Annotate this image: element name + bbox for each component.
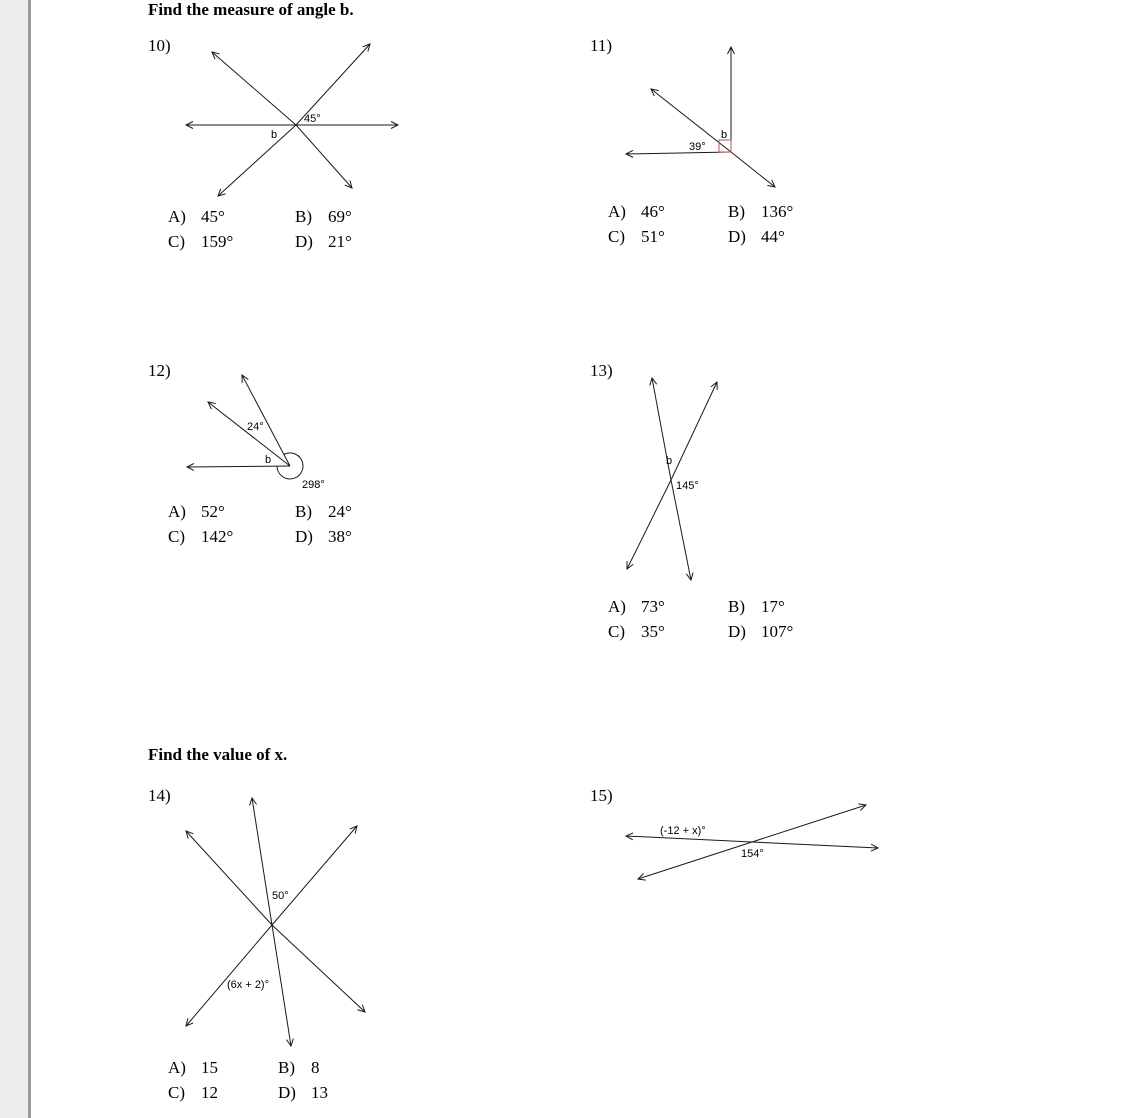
answer-option-12d [295,527,352,546]
answer-letter: D) [295,232,313,251]
angle-value-label: 50° [272,890,289,902]
angle-b-label: b [666,455,673,467]
answer-value: 35° [641,622,665,641]
diagram-rays [186,44,398,196]
answer-letter: C) [168,527,185,546]
answer-letter: D) [728,622,746,641]
answer-value: 38° [328,527,352,546]
answer-option-11d [728,227,785,246]
answer-value: 73° [641,597,665,616]
answer-letter: C) [608,622,625,641]
angle-b-label: b [265,454,272,466]
problem-14-diagram [180,795,380,1055]
diagram-rays [627,378,717,580]
answer-letter: C) [608,227,625,246]
answer-value: 136° [761,202,794,221]
viewer-margin [0,0,28,1118]
answer-value: 24° [328,502,352,521]
angle-expression-label: (6x + 2)° [227,979,269,991]
section-title-value-of-x: Find the value of x. [148,745,288,764]
answer-value: 107° [761,622,794,641]
angle-value-label: 145° [676,480,699,492]
answer-letter: D) [728,227,746,246]
answer-letter: D) [278,1083,296,1102]
answer-option-12a [168,502,225,521]
problem-12-diagram [180,368,350,503]
answer-option-14b [278,1058,320,1077]
answer-letter: D) [295,527,313,546]
diagram-rays [186,798,365,1046]
answer-value: 15 [201,1058,218,1077]
answer-letter: B) [295,502,312,521]
answer-letter: B) [278,1058,295,1077]
answer-letter: C) [168,232,185,251]
problem-12-number: 12) [148,361,171,380]
answer-option-10a [168,207,225,226]
section-title-measure-angle-b: Find the measure of angle b. [148,0,354,19]
diagram-rays [187,375,290,467]
answer-letter: B) [728,202,745,221]
answer-letter: B) [295,207,312,226]
answer-value: 142° [201,527,234,546]
problem-15-number: 15) [590,786,613,805]
diagram-rays [626,47,775,187]
answer-option-14a [168,1058,218,1077]
problem-13-number: 13) [590,361,613,380]
angle-b-label: b [721,129,728,141]
answer-value: 45° [201,207,225,226]
angle-b-label: b [271,129,278,141]
answer-value: 13 [311,1083,328,1102]
answer-option-14d [278,1083,328,1102]
problem-14-number: 14) [148,786,171,805]
angle-expression-label: (-12 + x)° [660,825,706,837]
problem-15-diagram [618,795,883,890]
answer-option-12c [168,527,233,546]
answer-option-14c [168,1083,218,1102]
angle-value-label: 39° [689,141,706,153]
answer-option-13c [608,622,665,641]
answer-value: 52° [201,502,225,521]
problem-10-number: 10) [148,36,171,55]
answer-value: 159° [201,232,234,251]
reflex-angle-label: 298° [302,479,325,491]
answer-letter: A) [168,207,186,226]
problem-11-number: 11) [590,36,613,55]
angle-value-label: 24° [247,421,264,433]
answer-option-13b [728,597,785,616]
answer-letter: A) [168,502,186,521]
answer-letter: C) [168,1083,185,1102]
angle-value-label: 45° [304,113,321,125]
answer-letter: A) [608,597,626,616]
page-edge-line [28,0,31,1118]
answer-value: 51° [641,227,665,246]
answer-letter: A) [608,202,626,221]
angle-value-label: 154° [741,848,764,860]
answer-option-10b [295,207,352,226]
answer-option-11b [728,202,793,221]
answer-value: 46° [641,202,665,221]
problem-11-diagram [618,40,798,200]
answer-value: 12 [201,1083,218,1102]
answer-value: 44° [761,227,785,246]
answer-option-11c [608,227,665,246]
answer-value: 21° [328,232,352,251]
answer-value: 69° [328,207,352,226]
answer-option-12b [295,502,352,521]
answer-option-13d [728,622,793,641]
answer-value: 8 [311,1058,320,1077]
answer-option-10d [295,232,352,251]
answer-option-11a [608,202,665,221]
answer-letter: A) [168,1058,186,1077]
answer-option-10c [168,232,233,251]
diagram-rays [626,805,878,879]
problem-10-diagram [180,38,405,203]
problem-13-diagram [615,372,740,587]
answer-letter: B) [728,597,745,616]
answer-option-13a [608,597,665,616]
answer-value: 17° [761,597,785,616]
